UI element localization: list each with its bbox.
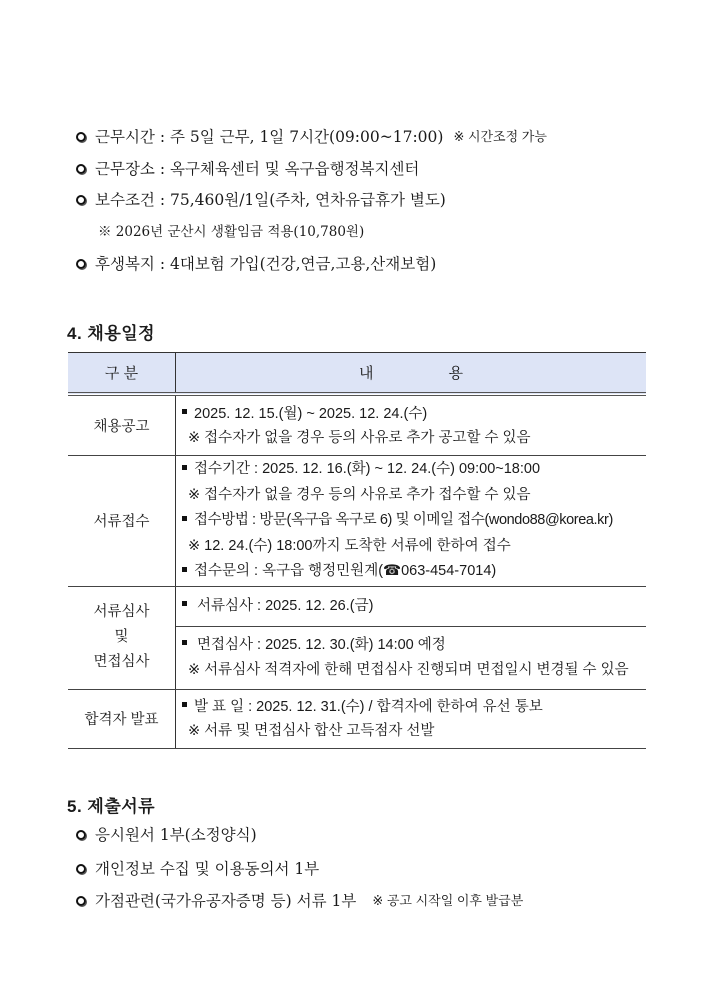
condition-work-place [76,158,419,180]
row-content [176,626,647,689]
square-bullet-icon [182,567,187,572]
line-text: 2025. 12. 15.(월) ~ 2025. 12. 24.(수) [194,405,428,422]
condition-label: 근무시간 [95,128,155,146]
condition-note: ※ 시간조정 가능 [453,129,547,144]
wage-note: ※ 2026년 군산시 생활임금 적용(10,780원) [98,224,365,240]
row-category: 합격자 발표 [68,689,176,748]
line-text: 접수방법 : 방문(옥구읍 옥구로 6) 및 이메일 접수(wondo88@korea.kr) [194,512,613,528]
category-line: 및 [114,629,129,645]
content-line [182,508,646,534]
row-category: 채용공고 [68,394,176,456]
circle-bullet-icon [76,132,86,142]
line-text: 면접심사 : 2025. 12. 30.(화) 14:00 예정 [197,636,446,653]
content-note: ※ 서류심사 적격자에 한해 면접심사 진행되며 면접일시 변경될 수 있음 [188,661,629,678]
line-text: 발 표 일 : 2025. 12. 31.(수) / 합격자에 한하여 유선 통보 [194,698,543,715]
row-category: 서류접수 [68,456,176,587]
content-note: ※ 접수자가 없을 경우 등의 사유로 추가 접수할 수 있음 [188,486,531,503]
circle-bullet-icon [76,864,86,874]
document-note: ※ 공고 시작일 이후 발급분 [372,893,524,908]
schedule-table [68,352,646,749]
category-line: 면접심사 [93,654,150,670]
circle-bullet-icon [76,896,86,906]
condition-label: 후생복지 [95,255,155,273]
condition-value: 75,460원/1일(주차, 연차유급휴가 별도) [169,191,446,209]
content-line [182,402,646,426]
row-content [176,586,647,626]
document-text: 가점관련(국가유공자증명 등) 서류 1부 [95,892,357,910]
square-bullet-icon [182,465,187,470]
square-bullet-icon [182,702,187,707]
header-content-part-a: 내 [359,365,374,382]
content-line [182,594,646,619]
condition-pay [76,189,446,211]
document-item [76,858,319,880]
line-text: 서류심사 : 2025. 12. 26.(금) [197,597,374,614]
row-content [176,689,647,748]
condition-label: 근무장소 [95,160,155,178]
circle-bullet-icon [76,195,86,205]
row-category [68,586,176,689]
square-bullet-icon [182,516,187,521]
table-row [68,689,646,748]
square-bullet-icon [182,640,187,645]
table-header-row [68,353,646,395]
separator: : [154,191,170,209]
line-text: 접수문의 : 옥구읍 행정민원계(☎063-454-7014) [194,563,497,579]
condition-label: 보수조건 [95,191,155,209]
condition-welfare [76,253,436,275]
line-text: 접수기간 : 2025. 12. 16.(화) ~ 12. 24.(수) 09:00~18:00 [194,461,541,477]
row-content [176,456,647,587]
content-note: ※ 서류 및 면접심사 합산 고득점자 선발 [188,722,435,739]
circle-bullet-icon [76,830,86,840]
document-item [76,824,257,846]
document-text: 개인정보 수집 및 이용동의서 1부 [95,860,320,878]
content-line [182,695,646,719]
row-content [176,394,647,456]
square-bullet-icon [182,409,187,414]
header-category: 구 분 [68,353,176,395]
header-content [176,353,647,395]
document-text: 응시원서 1부(소정양식) [95,826,257,844]
content-note: ※ 접수자가 없을 경우 등의 사유로 추가 공고할 수 있음 [188,429,531,446]
condition-value: 옥구체육센터 및 옥구읍행정복지센터 [169,160,420,178]
separator: : [154,160,170,178]
condition-value: 주 5일 근무, 1일 7시간(09:00~17:00) [169,128,444,146]
table-row [68,456,646,587]
table-row [68,394,646,456]
square-bullet-icon [182,601,187,606]
category-line: 서류심사 [93,604,150,620]
condition-work-hours [76,126,547,148]
circle-bullet-icon [76,164,86,174]
content-line [182,457,646,483]
header-content-part-b: 용 [448,365,463,382]
section-heading-schedule: 4. 채용일정 [67,324,156,343]
content-line [182,633,646,658]
separator: : [154,128,170,146]
circle-bullet-icon [76,259,86,269]
content-note: ※ 12. 24.(수) 18:00까지 도착한 서류에 한하여 접수 [188,537,511,554]
section-heading-documents: 5. 제출서류 [67,797,156,816]
table-row [68,586,646,626]
separator: : [154,255,170,273]
document-item [76,890,523,912]
content-line [182,559,646,585]
condition-value: 4대보험 가입(건강,연금,고용,산재보험) [169,255,437,273]
